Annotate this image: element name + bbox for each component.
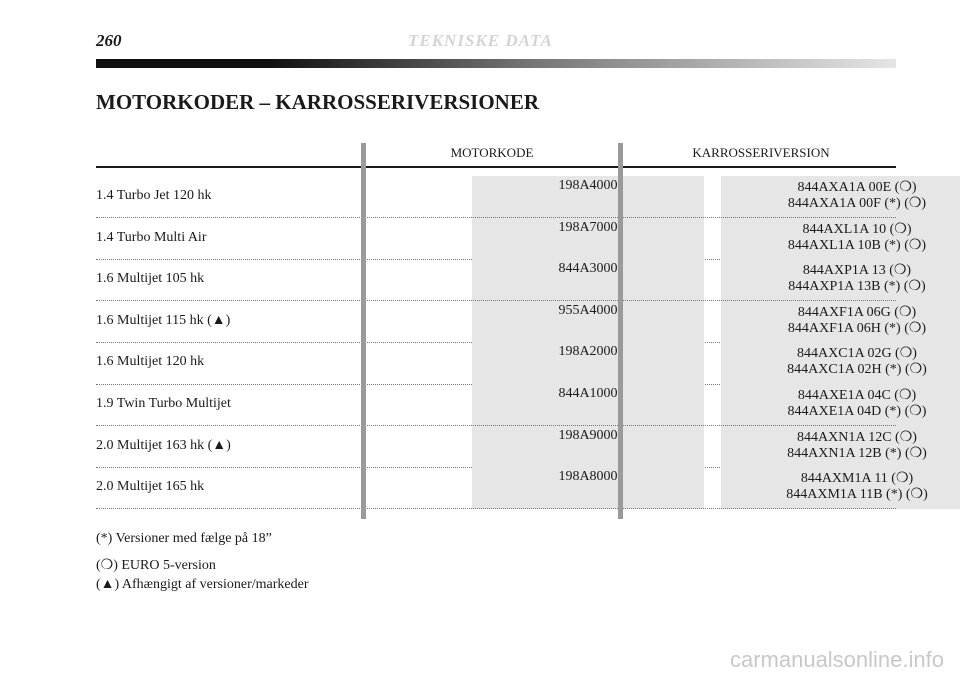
engine-code: 955A4000 <box>472 301 704 343</box>
body-version-line: 844AXC1A 02G (❍) <box>797 346 917 362</box>
body-version-line: 844AXF1A 06H (*) (❍) <box>787 320 927 336</box>
page-title: MOTORKODER – KARROSSERIVERSIONER <box>96 90 540 114</box>
model-name: 1.4 Turbo Jet 120 hk <box>96 188 212 203</box>
engine-code: 198A8000 <box>472 467 704 509</box>
model-name: 1.9 Twin Turbo Multijet <box>96 396 231 411</box>
body-version-line: 844AXN1A 12C (❍) <box>797 429 917 445</box>
column-divider <box>361 143 366 519</box>
body-version-line: 844AXP1A 13B (*) (❍) <box>788 279 926 295</box>
body-version-line: 844AXC1A 02H (*) (❍) <box>787 362 927 378</box>
table-row <box>96 259 926 301</box>
section-title: TEKNISKE DATA <box>408 31 553 50</box>
engine-code: 198A7000 <box>472 218 704 260</box>
model-name: 1.6 Multijet 120 hk <box>96 354 205 370</box>
page-number: 260 <box>96 31 122 50</box>
engine-code: 198A4000 <box>472 176 704 218</box>
body-version <box>721 259 960 301</box>
table-row <box>96 301 927 343</box>
watermark: carmanualsonline.info <box>729 647 944 672</box>
header-rule <box>96 59 896 68</box>
body-version-line: 844AXM1A 11 (❍) <box>800 471 914 487</box>
table-row <box>96 342 927 384</box>
row-divider <box>96 508 896 509</box>
body-version-line: 844AXA1A 00E (❍) <box>797 180 917 195</box>
body-version <box>721 176 960 218</box>
model-name: 1.6 Multijet 115 hk (▲) <box>96 312 231 328</box>
model-name: 2.0 Multijet 163 hk (▲) <box>96 437 231 453</box>
body-version <box>721 301 960 343</box>
table-header-rule <box>96 166 896 168</box>
engine-code: 198A9000 <box>472 426 704 468</box>
table-row <box>96 218 927 260</box>
engine-code: 198A2000 <box>472 342 704 384</box>
body-version <box>721 218 960 260</box>
body-version <box>721 467 960 509</box>
model-name: 2.0 Multijet 165 hk <box>96 479 205 495</box>
note-rims: (*) Versioner med fælge på 18” <box>96 531 272 546</box>
note-euro5: (❍) EURO 5-version <box>96 558 216 573</box>
body-version <box>721 384 960 426</box>
body-version-line: 844AXE1A 04D (*) (❍) <box>787 404 927 419</box>
body-version-line: 844AXF1A 06G (❍) <box>797 304 917 320</box>
model-name: 1.6 Multijet 105 hk <box>96 271 205 287</box>
table-row <box>96 176 927 218</box>
column-divider <box>618 143 623 519</box>
model-name: 1.4 Turbo Multi Air <box>96 229 207 245</box>
note-market: (▲) Afhængigt af versioner/markeder <box>96 577 309 592</box>
body-version-line: 844AXM1A 11B (*) (❍) <box>786 487 928 503</box>
engine-code: 844A3000 <box>472 259 704 301</box>
body-version-line: 844AXL1A 10 (❍) <box>802 221 912 237</box>
column-header-engine-code: MOTORKODE <box>450 145 534 160</box>
body-version <box>721 426 960 468</box>
table-row <box>96 384 927 426</box>
body-version <box>721 342 960 384</box>
table-row <box>96 467 928 509</box>
body-version-line: 844AXP1A 13 (❍) <box>802 263 912 279</box>
body-version-line: 844AXL1A 10B (*) (❍) <box>787 237 927 253</box>
body-version-line: 844AXA1A 00F (*) (❍) <box>787 196 927 211</box>
column-header-body-version: KARROSSERIVERSION <box>692 145 830 160</box>
engine-code: 844A1000 <box>472 384 704 426</box>
table-row <box>96 426 927 468</box>
body-version-line: 844AXN1A 12B (*) (❍) <box>787 445 927 461</box>
body-version-line: 844AXE1A 04C (❍) <box>797 388 917 403</box>
